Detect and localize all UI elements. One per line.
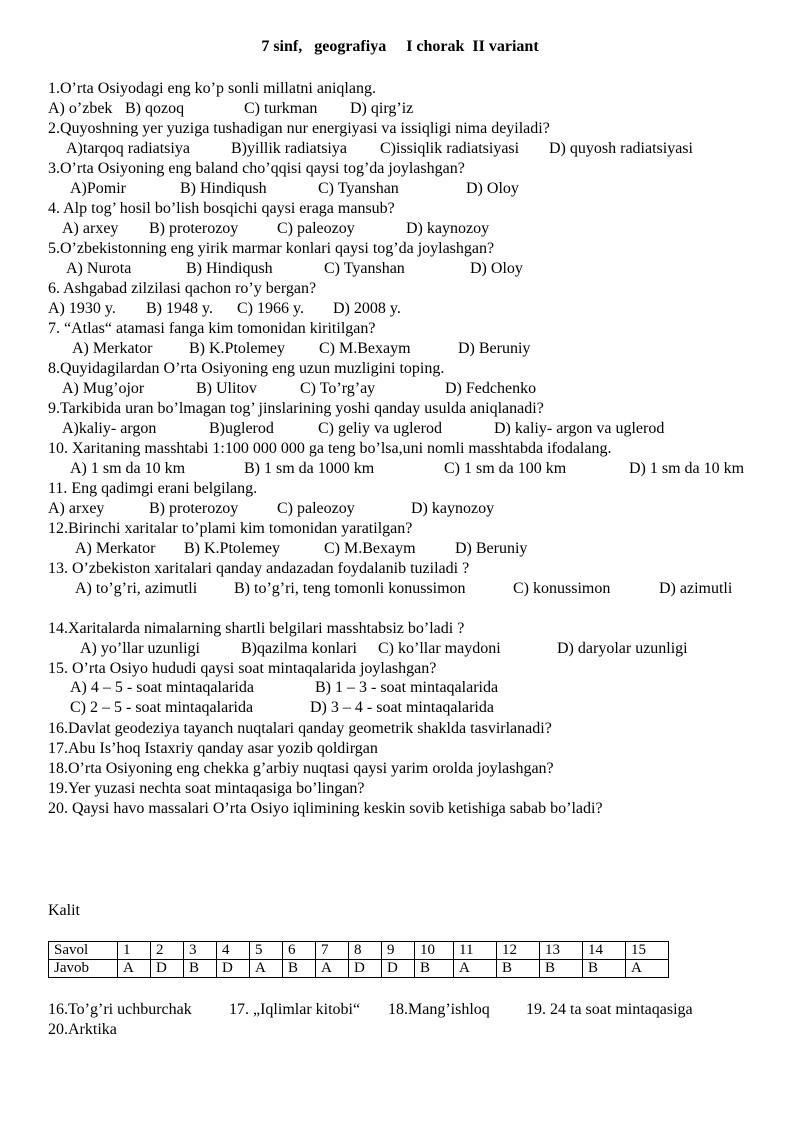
answer-key-question-number: 8 [349,942,382,960]
question-text: 4. Alp tog’ hosil bo’lish bosqichi qaysi eraga mansub? [48,200,395,217]
answer-options [0,259,800,279]
answer-options [0,579,800,599]
question-text: 6. Ashgabad zilzilasi qachon ro’y bergan? [48,280,317,297]
answer-key-answer: A [250,960,283,978]
answer-key-answer: B [583,960,626,978]
answer-key-answer: A [118,960,151,978]
answer-option: B) K.Ptolemey [189,340,285,357]
answer-options [0,459,800,479]
answer-option: B) proterozoy [149,500,239,517]
answer-option: D) 3 – 4 - soat mintaqalarida [310,699,494,716]
answer-option: D) Beruniy [455,540,528,557]
answer-options [0,539,800,559]
answer-option: A)Pomir [70,180,126,197]
question-text: 13. O’zbekiston xaritalari qanday andazadan foydalanib tuziladi ? [48,560,470,577]
answer-option: B)yillik radiatsiya [231,140,347,157]
answer-option: D) Oloy [466,180,519,197]
answer-option: B) proterozoy [149,220,239,237]
answer-option: C) turkman [244,100,318,117]
answer-option: A) o’zbek [48,100,113,117]
answer-key-answer: D [217,960,250,978]
question-text: 17.Abu Is’hoq Istaxriy qanday asar yozib qoldirgan [48,740,378,757]
answer-key-question-number: 11 [454,942,497,960]
answer-option: C) ko’llar maydoni [378,640,501,657]
answer-key-answer: B [497,960,540,978]
answer-option: C) To’rg’ay [300,380,376,397]
answer-key-answer: D [349,960,382,978]
answer-key-question-number: 5 [250,942,283,960]
question-text: 5.O’zbekistonning eng yirik marmar konlari qaysi tog’da joylashgan? [48,240,495,257]
answer-key-question-number: 13 [540,942,583,960]
answer-option: C) 2 – 5 - soat mintaqalarida [70,699,254,716]
answer-option: D) kaliy- argon va uglerod [494,420,665,437]
answer-key-questions-row [49,942,669,960]
question-text: 15. O’rta Osiyo hududi qaysi soat mintaqalarida joylashgan? [48,660,437,677]
answer-option: B) 1 sm da 1000 km [244,460,375,477]
answer-option: B) Hindiqush [186,260,273,277]
answer-option: C) M.Bexaym [319,340,411,357]
answer-option: D) azimutli [659,580,733,597]
answer-key-answer: A [626,960,669,978]
answer-key-answer: D [382,960,415,978]
question-text: 11. Eng qadimgi erani belgilang. [48,480,258,497]
question-text: 7. “Atlas“ atamasi fanga kim tomonidan kiritilgan? [48,320,376,337]
answer-option: A) Mug’ojor [62,380,145,397]
answer-option: D) qirg’iz [350,100,414,117]
answer-option: A) 4 – 5 - soat mintaqalarida [70,679,254,696]
answer-key-table [48,941,669,978]
question-text: 16.Davlat geodeziya tayanch nuqtalari qanday geometrik shaklda tasvirlanadi? [48,720,552,737]
answer-key-question-number: 3 [184,942,217,960]
open-answer: 19. 24 ta soat mintaqasiga [526,1001,693,1018]
answer-option: A) 1930 y. [48,300,116,317]
question-text: 14.Xaritalarda nimalarning shartli belgilari masshtabsiz bo’ladi ? [48,620,465,637]
answer-option: C) 1966 y. [237,300,304,317]
answer-key-heading: Kalit [48,902,80,919]
answer-option: B) qozoq [125,100,185,117]
question-text: 20. Qaysi havo massalari O’rta Osiyo iqlimining keskin sovib ketishiga sabab bo’ladi? [48,800,603,817]
answer-key-answer: B [184,960,217,978]
answer-option: C) geliy va uglerod [318,420,442,437]
answer-key-question-number: 9 [382,942,415,960]
answer-option: D) kaynozoy [406,220,490,237]
answer-option: B) K.Ptolemey [184,540,280,557]
open-answer: 20.Arktika [48,1021,117,1038]
answer-key-question-number: 4 [217,942,250,960]
answer-option: A)tarqoq radiatsiya [66,140,190,157]
answer-key-question-number: 6 [283,942,316,960]
open-answer: 17. „Iqlimlar kitobi“ [229,1001,361,1018]
answer-option: D) 2008 y. [333,300,401,317]
open-answer: 18.Mang’ishloq [388,1001,490,1018]
answer-option: A)kaliy- argon [62,420,157,437]
answer-option: B) to’g’ri, teng tomonli konussimon [234,580,466,597]
answer-options [0,339,800,359]
answer-key-row-label: Javob [49,960,118,978]
answer-key-row-label: Savol [49,942,118,960]
answer-option: C) M.Bexaym [324,540,416,557]
answer-option: C) paleozoy [277,500,355,517]
answer-option: B) 1 – 3 - soat mintaqalarida [315,679,499,696]
answer-option: C)issiqlik radiatsiyasi [380,140,520,157]
answer-option: B) 1948 y. [146,300,213,317]
answer-option: A) yo’llar uzunligi [80,640,200,657]
answer-key-question-number: 12 [497,942,540,960]
answer-options [0,219,800,239]
question-text: 8.Quyidagilardan O’rta Osiyoning eng uzun muzligini toping. [48,360,445,377]
answer-option: A) arxey [62,220,119,237]
question-text: 2.Quyoshning yer yuziga tushadigan nur energiyasi va issiqligi nima deyiladi? [48,120,550,137]
question-text: 3.O’rta Osiyoning eng baland cho’qqisi qaysi tog’da joylashgan? [48,160,465,177]
answer-option: A) to’g’ri, azimutli [75,580,198,597]
answer-option: D) Beruniy [458,340,531,357]
answer-key-answer: B [283,960,316,978]
answer-option: D) Fedchenko [445,380,537,397]
answer-options [0,179,800,199]
answer-options [0,379,800,399]
question-text: 12.Birinchi xaritalar to’plami kim tomonidan yaratilgan? [48,520,413,537]
answer-key-answer: A [454,960,497,978]
question-text: 18.O’rta Osiyoning eng chekka g’arbiy nuqtasi qaysi yarim orolda joylashgan? [48,760,554,777]
answer-option: B)uglerod [209,420,274,437]
answer-key-question-number: 1 [118,942,151,960]
question-text: 19.Yer yuzasi nechta soat mintaqasiga bo’lingan? [48,780,365,797]
answer-key-question-number: 10 [415,942,454,960]
answer-option: C) 1 sm da 100 km [444,460,567,477]
answer-option: D) quyosh radiatsiyasi [549,140,693,157]
answer-option: B) Ulitov [196,380,257,397]
answer-option: A) 1 sm da 10 km [70,460,186,477]
answer-option: A) arxey [48,500,105,517]
answer-options [0,299,800,319]
answer-key-answer: D [151,960,184,978]
answer-option: D) daryolar uzunligi [557,640,688,657]
answer-key-question-number: 14 [583,942,626,960]
question-text: 10. Xaritaning masshtabi 1:100 000 000 ga teng bo’lsa,uni nomli masshtabda ifodalang. [48,440,612,457]
answer-option: C) konussimon [513,580,611,597]
answer-key-answers-row [49,960,669,978]
open-answer: 16.To’g’ri uchburchak [48,1001,192,1018]
answer-option: D) kaynozoy [411,500,495,517]
answer-option: C) Tyanshan [324,260,405,277]
question-text: 1.O’rta Osiyodagi eng ko’p sonli millatni aniqlang. [48,80,376,97]
answer-key-question-number: 15 [626,942,669,960]
answer-option: D) Oloy [470,260,523,277]
answer-option: D) 1 sm da 10 km [629,460,745,477]
answer-option: A) Merkator [75,540,156,557]
answer-option: B)qazilma konlari [241,640,357,657]
answer-options [0,499,800,519]
answer-option: A) Merkator [72,340,153,357]
answer-key-question-number: 2 [151,942,184,960]
answer-key-answer: B [415,960,454,978]
page-title: 7 sinf, geografiya I chorak II variant [261,38,539,55]
question-text: 9.Tarkibida uran bo’lmagan tog’ jinslarining yoshi qanday usulda aniqlanadi? [48,400,544,417]
answer-option: C) Tyanshan [318,180,399,197]
answer-key-answer: A [316,960,349,978]
answer-key-question-number: 7 [316,942,349,960]
answer-option: C) paleozoy [277,220,355,237]
answer-options [0,139,800,159]
answer-option: B) Hindiqush [180,180,267,197]
answer-option: A) Nurota [66,260,132,277]
answer-options [0,419,800,439]
answer-options [0,99,800,119]
answer-key-answer: B [540,960,583,978]
answer-options [0,639,800,659]
